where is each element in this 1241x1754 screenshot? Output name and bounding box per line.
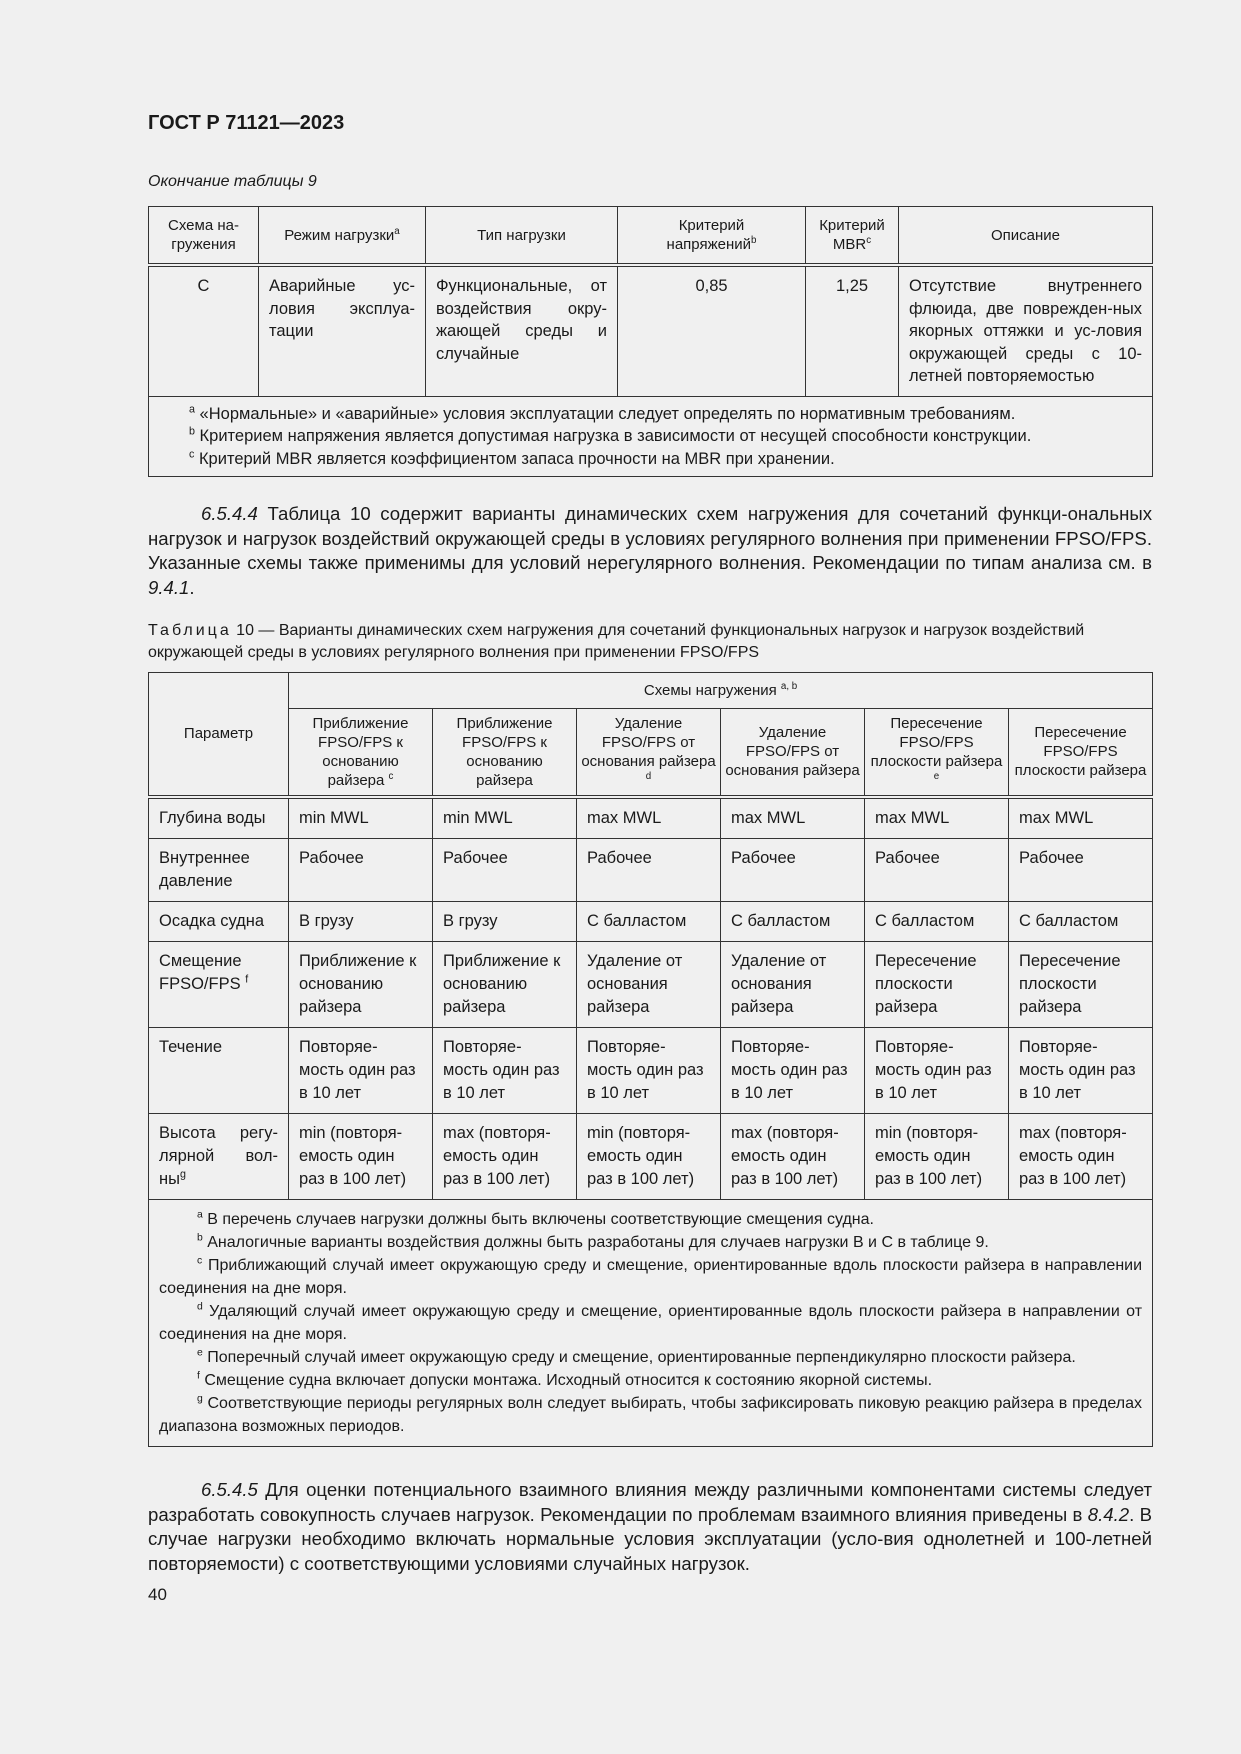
t10-row-label: Течение xyxy=(149,1027,289,1113)
footnote: $^a$ «Нормальные» и «аварийные» условия эксплуатации следует определять по нормативным требованиям. xyxy=(189,403,1016,423)
t9-footnotes xyxy=(149,396,1153,477)
t10-cell: max (повторя-емость один раз в 100 лет) xyxy=(1009,1113,1153,1199)
t9-cell-scheme: C xyxy=(149,265,259,396)
t10-cell: Пересечение плоскости райзера xyxy=(1009,941,1153,1027)
t10-cell: Рабочее xyxy=(433,838,577,901)
table-9 xyxy=(148,206,1153,477)
t10-header-parameter: Параметр xyxy=(149,673,289,797)
t9-header-description: Описание xyxy=(899,207,1153,266)
t10-cell: min MWL xyxy=(289,797,433,839)
t9-cell-description: Отсутствие внутреннего флюида, две поврежден-ных якорных оттяжки и ус-ловия окружающей среды с 10-летней повторяемостью xyxy=(899,265,1153,396)
t9-header-scheme: Схема на- гружения xyxy=(149,207,259,266)
t10-cell: В грузу xyxy=(433,901,577,941)
table-row xyxy=(149,1027,1153,1113)
footnote: $^b$ Критерием напряжения является допустимая нагрузка в зависимости от несущей способности конструкции. xyxy=(189,425,1032,445)
t10-cell: Повторяе-мость один раз в 10 лет xyxy=(865,1027,1009,1113)
page-number: 40 xyxy=(148,1585,167,1604)
t10-cell: Повторяе-мость один раз в 10 лет xyxy=(1009,1027,1153,1113)
table-row xyxy=(149,265,1153,396)
t10-row-label: Смещение FPSO/FPS $^f$ xyxy=(149,941,289,1027)
t10-cell: С балластом xyxy=(865,901,1009,941)
t10-row-label: Высота регу-лярной вол-$ны^g$ xyxy=(149,1113,289,1199)
t10-cell: Рабочее xyxy=(865,838,1009,901)
t10-header-schemes: Схемы нагружения $^{a, b}$ xyxy=(289,673,1153,709)
t10-cell: Рабочее xyxy=(1009,838,1153,901)
footnote: $^c$ Критерий MBR является коэффициентом запаса прочности на MBR при хранении. xyxy=(189,448,835,468)
t9-header-type: Тип нагрузки xyxy=(426,207,618,266)
footnote: $^f$ Смещение судна включает допуски монтажа. Исходный относится к состоянию якорной системы. xyxy=(197,1370,933,1389)
t10-col-header: Приближение FPSO/FPS к основанию райзера xyxy=(433,709,577,797)
t10-cell: Рабочее xyxy=(577,838,721,901)
section-link[interactable]: 9.4.1 xyxy=(148,576,190,598)
t10-cell: Повторяе-мость один раз в 10 лет xyxy=(433,1027,577,1113)
table-row xyxy=(149,838,1153,901)
t10-cell: max MWL xyxy=(1009,797,1153,839)
table-row xyxy=(149,1113,1153,1199)
t10-row-label: Внутреннее давление xyxy=(149,838,289,901)
t10-cell: Приближение к основанию райзера xyxy=(433,941,577,1027)
t10-cell: Приближение к основанию райзера xyxy=(289,941,433,1027)
footnote: $^a$ В перечень случаев нагрузки должны быть включены соответствующие смещения судна. xyxy=(197,1209,874,1228)
footnote: $^b$ Аналогичные варианты воздействия должны быть разработаны для случаев нагрузки B и C в таблице 9. xyxy=(197,1232,989,1251)
t10-col-header: Приближение FPSO/FPS к основанию райзера $^c$ xyxy=(289,709,433,797)
t10-cell: Пересечение плоскости райзера xyxy=(865,941,1009,1027)
t10-cell: Рабочее xyxy=(721,838,865,901)
t10-cell: С балластом xyxy=(721,901,865,941)
t10-row-label: Осадка судна xyxy=(149,901,289,941)
section-link[interactable]: 8.4.2 xyxy=(1087,1503,1130,1525)
t10-cell: Удаление от основания райзера xyxy=(577,941,721,1027)
t10-cell: Рабочее xyxy=(289,838,433,901)
t10-cell: max (повторя-емость один раз в 100 лет) xyxy=(721,1113,865,1199)
footnote: $^e$ Поперечный случай имеет окружающую среду и смещение, ориентированные перпендикулярно плоскости райзера. xyxy=(197,1347,1076,1366)
t10-col-header: Удаление FPSO/FPS от основания райзера $^d$ xyxy=(577,709,721,797)
t9-cell-stress: 0,85 xyxy=(618,265,806,396)
t10-col-header: Пересечение FPSO/FPS плоскости райзера $^e$ xyxy=(865,709,1009,797)
table-row xyxy=(149,797,1153,839)
t10-row-label: Глубина воды xyxy=(149,797,289,839)
table-10 xyxy=(148,672,1153,1447)
paragraph-6-5-4-4: 6.5.4.4 Таблица 10 содержит варианты динамических схем нагружения для сочетаний функци-ональных нагрузок и нагрузок воздействий окружающей среды в условиях регулярного волнения при применении FPSO/FPS. Указанные схемы также применимы для условий нерегулярного волнения. Рекомендации по типам анализа см. в 9.4.1. xyxy=(148,503,1152,598)
t10-cell: С балластом xyxy=(577,901,721,941)
t10-cell: Повторяе-мость один раз в 10 лет xyxy=(721,1027,865,1113)
t10-cell: С балластом xyxy=(1009,901,1153,941)
table-continuation-label: Окончание таблицы 9 xyxy=(148,173,317,190)
table-row xyxy=(149,901,1153,941)
t10-cell: Повторяе-мость один раз в 10 лет xyxy=(577,1027,721,1113)
table-10-caption: Таблица 10 — Варианты динамических схем нагружения для сочетаний функциональных нагрузок и нагрузок воздействий окружающей среды в условиях регулярного волнения при применении FPSO/FPS xyxy=(148,622,1085,661)
t10-footnotes xyxy=(149,1199,1153,1446)
footnote: $^d$ Удаляющий случай имеет окружающую среду и смещение, ориентированные вдоль плоскости райзера в направлении от соединения на дне моря. xyxy=(159,1301,1143,1343)
t9-cell-mode: Аварийные ус-ловия эксплуа-тации xyxy=(259,265,426,396)
paragraph-6-5-4-5: 6.5.4.5 Для оценки потенциального взаимного влияния между различными компонентами системы следует разработать совокупность случаев нагрузок. Рекомендации по проблемам взаимного влияния приведены в 8.4.2. В случае нагрузки необходимо включать нормальные условия эксплуатации (усло-вия однолетней и 100-летней повторяемости) с соответствующими условиями случайных нагрузок. xyxy=(148,1479,1153,1574)
t10-cell: Удаление от основания райзера xyxy=(721,941,865,1027)
footnote: $^g$ Соответствующие периоды регулярных волн следует выбирать, чтобы зафиксировать пиковую реакцию райзера в пределах диапазона возможных периодов. xyxy=(159,1393,1143,1435)
t10-cell: Повторяе-мость один раз в 10 лет xyxy=(289,1027,433,1113)
t9-header-stress: Критерий напряжений$^b$ xyxy=(618,207,806,266)
t9-header-mbr: Критерий MBR$^c$ xyxy=(806,207,899,266)
t10-cell: max MWL xyxy=(721,797,865,839)
t10-cell: min (повторя-емость один раз в 100 лет) xyxy=(577,1113,721,1199)
t10-cell: В грузу xyxy=(289,901,433,941)
t9-cell-mbr: 1,25 xyxy=(806,265,899,396)
t10-cell: min (повторя-емость один раз в 100 лет) xyxy=(289,1113,433,1199)
t10-cell: min (повторя-емость один раз в 100 лет) xyxy=(865,1113,1009,1199)
t10-cell: max MWL xyxy=(865,797,1009,839)
t10-cell: min MWL xyxy=(433,797,577,839)
table-row xyxy=(149,941,1153,1027)
t10-col-header: Удаление FPSO/FPS от основания райзера xyxy=(721,709,865,797)
t9-cell-type: Функциональные, от воздействия окру-жающей среды и случайные xyxy=(426,265,618,396)
footnote: $^c$ Приближающий случай имеет окружающую среду и смещение, ориентированные вдоль плоскости райзера в направлении соединения на дне моря. xyxy=(159,1255,1143,1297)
t10-cell: max MWL xyxy=(577,797,721,839)
t10-col-header: Пересечение FPSO/FPS плоскости райзера xyxy=(1009,709,1153,797)
t9-header-mode: Режим нагрузки$^a$ xyxy=(259,207,426,266)
document-header: ГОСТ Р 71121—2023 xyxy=(148,112,345,134)
t10-cell: max (повторя-емость один раз в 100 лет) xyxy=(433,1113,577,1199)
